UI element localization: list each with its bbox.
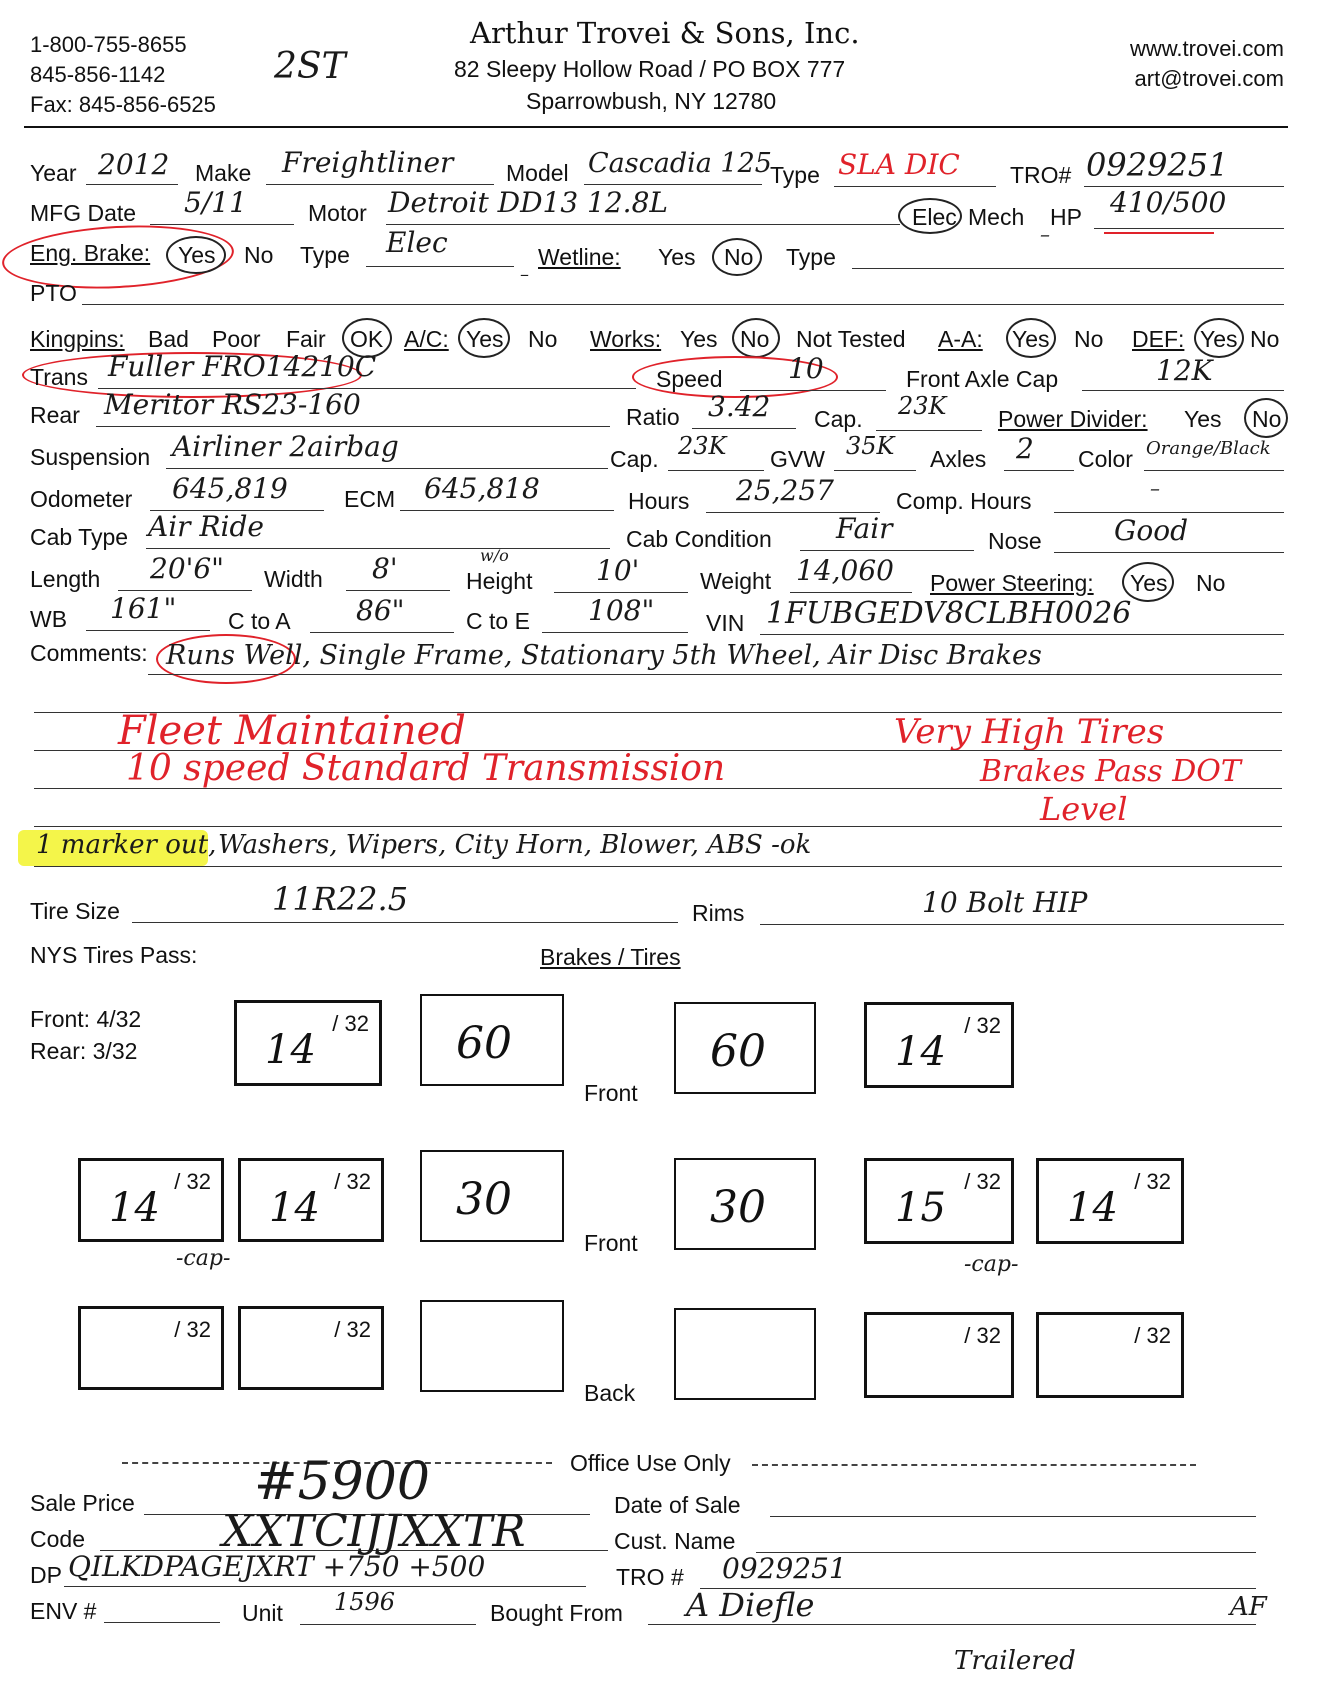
per-32-label: / 32 — [174, 1169, 211, 1194]
label-front-axle-cap: Front Axle Cap — [906, 366, 1059, 392]
field-make[interactable] — [266, 184, 494, 185]
label-wetline-type: Type — [786, 244, 836, 270]
option-power-steering-yes[interactable]: Yes — [1130, 570, 1168, 596]
tire-value: 14 — [109, 1185, 160, 1231]
option-def-no[interactable]: No — [1250, 326, 1280, 352]
tire-box-rear1-outer-right[interactable] — [1036, 1158, 1184, 1244]
wetline-no-circle — [712, 238, 762, 276]
per-32-label: / 32 — [964, 1169, 1001, 1194]
label-sale-price: Sale Price — [30, 1490, 135, 1516]
label-ecm: ECM — [344, 486, 396, 512]
value-comment-2: Fleet Maintained — [118, 708, 466, 754]
value-comment-5: Brakes Pass DOT — [980, 754, 1241, 789]
label-comp-hours: Comp. Hours — [896, 488, 1032, 514]
aa-yes-circle — [1006, 318, 1056, 358]
field-model[interactable] — [584, 184, 762, 185]
field-tire-size[interactable] — [132, 922, 678, 923]
tire-box-rear2-outer-left[interactable] — [78, 1306, 224, 1390]
brake-box-rear1-right[interactable] — [674, 1158, 816, 1250]
value-suspension: Airliner 2airbag — [172, 430, 399, 463]
tire-value: 14 — [1067, 1185, 1118, 1231]
value-hp: 410/500 — [1110, 186, 1227, 219]
brake-box-front-right[interactable] — [674, 1002, 816, 1094]
value-tire-size: 11R22.5 — [272, 880, 409, 918]
value-wetline-dash: – — [520, 264, 529, 285]
brake-box-front-left[interactable] — [420, 994, 564, 1086]
value-comment-6: Level — [1040, 790, 1128, 828]
label-bought-from: Bought From — [490, 1600, 623, 1626]
handwritten-note: 2ST — [274, 46, 346, 87]
value-type: SLA DIC — [838, 148, 960, 181]
option-power-steering-no[interactable]: No — [1196, 570, 1226, 596]
eng-brake-yes-circle — [166, 236, 226, 274]
label-hp: HP — [1050, 204, 1082, 230]
label-length: Length — [30, 566, 101, 592]
label-hours: Hours — [628, 488, 690, 514]
option-kingpins-ok[interactable]: OK — [350, 326, 384, 352]
per-32-label: / 32 — [964, 1323, 1001, 1348]
option-ac-no[interactable]: No — [528, 326, 558, 352]
field-color[interactable] — [1144, 470, 1284, 471]
label-mech: Mech — [968, 204, 1025, 230]
value-nose: Good — [1114, 514, 1189, 547]
field-weight[interactable] — [790, 592, 912, 593]
label-trans: Trans — [30, 364, 88, 390]
field-wetline-type[interactable] — [852, 268, 1284, 269]
field-hp[interactable] — [1094, 228, 1284, 229]
option-eng-brake-yes[interactable]: Yes — [178, 242, 216, 268]
label-power-steering: Power Steering: — [930, 570, 1094, 596]
value-hours: 25,257 — [736, 474, 834, 507]
value-susp-cap: 23K — [678, 432, 727, 460]
value-height-note: w/o — [480, 546, 509, 565]
label-cab-type: Cab Type — [30, 524, 129, 550]
value-comment-1: Runs Well, Single Frame, Stationary 5th Wheel, Air Disc Brakes — [166, 640, 1042, 671]
label-suspension: Suspension — [30, 444, 151, 470]
label-width: Width — [264, 566, 323, 592]
value-ecm: 645,818 — [424, 472, 540, 505]
label-speed: Speed — [656, 366, 723, 392]
label-susp-cap: Cap. — [610, 446, 659, 472]
label-cust-name: Cust. Name — [614, 1528, 736, 1554]
value-cab-condition: Fair — [836, 512, 893, 545]
label-power-divider: Power Divider: — [998, 406, 1148, 432]
value-speed: 10 — [788, 352, 824, 385]
value-make: Freightliner — [282, 146, 454, 179]
fax-number: Fax: 845-856-6525 — [30, 92, 216, 117]
label-wb: WB — [30, 606, 68, 632]
field-width[interactable] — [346, 590, 450, 591]
hp-red-underline — [1104, 232, 1214, 234]
field-rear-cap[interactable] — [876, 430, 982, 431]
tire-value: 14 — [265, 1027, 316, 1073]
label-weight: Weight — [700, 568, 772, 594]
label-type: Type — [770, 162, 820, 188]
label-aa: A-A: — [938, 326, 983, 352]
option-works-no[interactable]: No — [740, 326, 770, 352]
option-kingpins-poor[interactable]: Poor — [212, 326, 261, 352]
value-length: 20'6" — [150, 552, 225, 585]
value-comment-4: 10 speed Standard Transmission — [126, 748, 726, 789]
label-rims: Rims — [692, 900, 745, 926]
value-width: 8' — [372, 552, 398, 585]
ac-yes-circle — [458, 318, 510, 358]
field-dp[interactable] — [64, 1586, 586, 1587]
per-32-label: / 32 — [334, 1169, 371, 1194]
tire-box-rear2-inner-left[interactable] — [238, 1306, 384, 1390]
option-works-yes[interactable]: Yes — [680, 326, 718, 352]
value-gvw: 35K — [846, 432, 895, 460]
field-vin[interactable] — [760, 634, 1284, 635]
cap-note-right: -cap- — [964, 1252, 1019, 1277]
value-vin: 1FUBGEDV8CLBH0026 — [766, 596, 1132, 631]
per-32-label: / 32 — [332, 1011, 369, 1036]
value-rims: 10 Bolt HIP — [922, 886, 1088, 919]
tire-box-rear1-inner-left[interactable] — [238, 1158, 384, 1242]
value-ratio: 3.42 — [708, 390, 771, 423]
option-wetline-no[interactable]: No — [724, 244, 754, 270]
label-elec: Elec — [912, 204, 957, 230]
tire-box-rear2-inner-right[interactable] — [864, 1312, 1014, 1398]
phone-2: 845-856-1142 — [30, 62, 166, 87]
value-bought-from: A Diefle — [686, 1586, 815, 1624]
label-brakes-tires: Brakes / Tires — [540, 944, 681, 970]
def-yes-circle — [1194, 318, 1244, 358]
option-wetline-yes[interactable]: Yes — [658, 244, 696, 270]
label-code: Code — [30, 1526, 85, 1552]
brake-value: 60 — [456, 1018, 512, 1069]
label-def: DEF: — [1132, 326, 1185, 352]
value-comp-hours: – — [1150, 476, 1160, 500]
header-divider — [24, 126, 1288, 128]
value-front-axle-cap: 12K — [1156, 354, 1213, 387]
label-vin: VIN — [706, 610, 745, 636]
elec-selected-circle — [898, 198, 962, 234]
tire-value: 15 — [895, 1185, 946, 1231]
field-date-of-sale[interactable] — [770, 1516, 1256, 1517]
value-dp: QILKDPAGEJXRT +750 +500 — [68, 1550, 486, 1583]
power-divider-no-circle — [1244, 398, 1288, 438]
value-code: XXTCIJJXXTR — [222, 1506, 526, 1557]
value-comment-7: Washers, Wipers, City Horn, Blower, ABS -ok — [218, 830, 812, 860]
value-wb: 161" — [110, 592, 177, 625]
label-tro-office: TRO # — [616, 1564, 684, 1590]
value-motor: Detroit DD13 12.8L — [388, 186, 668, 219]
value-trans: Fuller FRO14210C — [108, 350, 377, 383]
field-gvw[interactable] — [834, 470, 916, 471]
option-works-not-tested[interactable]: Not Tested — [796, 326, 906, 352]
label-rear-cap: Cap. — [814, 406, 863, 432]
label-pto: PTO — [30, 280, 77, 306]
value-comment-7-highlight: 1 marker out, — [36, 830, 217, 860]
label-front-pass: Front: 4/32 — [30, 1006, 142, 1032]
value-year: 2012 — [98, 148, 170, 181]
label-tire-size: Tire Size — [30, 898, 120, 924]
field-unit[interactable] — [300, 1624, 476, 1625]
label-nys-tires: NYS Tires Pass: — [30, 942, 198, 968]
label-back-axle: Back — [584, 1380, 636, 1406]
label-unit: Unit — [242, 1600, 283, 1626]
company-website[interactable]: www.trovei.com — [1129, 36, 1284, 61]
field-ratio[interactable] — [692, 428, 796, 429]
label-rear-pass: Rear: 3/32 — [30, 1038, 138, 1064]
brake-value: 30 — [456, 1174, 512, 1225]
label-front-axle-1: Front — [584, 1080, 638, 1106]
tire-box-rear2-outer-right[interactable] — [1036, 1312, 1184, 1398]
field-brake-type[interactable] — [366, 266, 514, 267]
value-sale-price: #5900 — [254, 1452, 430, 1512]
value-height: 10' — [596, 554, 640, 587]
tire-value: 14 — [269, 1185, 320, 1231]
field-susp-cap[interactable] — [668, 470, 764, 471]
comment-line-6[interactable] — [34, 866, 1282, 867]
field-axles[interactable] — [1004, 470, 1074, 471]
value-rear-cap: 23K — [898, 392, 947, 420]
field-motor[interactable] — [386, 224, 900, 225]
value-initials: AF — [1230, 1592, 1267, 1622]
label-year: Year — [30, 160, 77, 186]
value-rear: Meritor RS23-160 — [104, 388, 361, 421]
field-c-to-a[interactable] — [310, 632, 454, 633]
label-height: Height — [466, 568, 533, 594]
label-ratio: Ratio — [626, 404, 680, 430]
field-front-axle-cap[interactable] — [1082, 390, 1284, 391]
field-nose[interactable] — [1054, 552, 1284, 553]
label-kingpins: Kingpins: — [30, 326, 125, 352]
per-32-label: / 32 — [1134, 1169, 1171, 1194]
label-brake-type: Type — [300, 242, 350, 268]
field-c-to-e[interactable] — [542, 632, 688, 633]
label-eng-brake: Eng. Brake: — [30, 240, 151, 266]
label-rear: Rear — [30, 402, 80, 428]
option-power-divider-yes[interactable]: Yes — [1184, 406, 1222, 432]
label-tro: TRO# — [1010, 162, 1072, 188]
label-odometer: Odometer — [30, 486, 133, 512]
field-suspension[interactable] — [166, 468, 608, 469]
option-aa-no[interactable]: No — [1074, 326, 1104, 352]
tire-box-rear1-outer-left[interactable] — [78, 1158, 224, 1242]
option-ac-yes[interactable]: Yes — [466, 326, 504, 352]
brake-box-rear2-right[interactable] — [674, 1308, 816, 1400]
brake-box-rear2-left[interactable] — [420, 1300, 564, 1392]
company-name: Arthur Trovei & Sons, Inc. — [470, 16, 860, 50]
label-motor: Motor — [308, 200, 367, 226]
per-32-label: / 32 — [1134, 1323, 1171, 1348]
label-front-axle-2: Front — [584, 1230, 638, 1256]
field-comp-hours[interactable] — [1054, 512, 1284, 513]
field-rear[interactable] — [96, 426, 610, 427]
option-kingpins-bad[interactable]: Bad — [148, 326, 189, 352]
value-trailered: Trailered — [954, 1646, 1076, 1676]
company-email[interactable]: art@trovei.com — [1134, 66, 1284, 91]
label-ac: A/C: — [404, 326, 449, 352]
label-nose: Nose — [988, 528, 1042, 554]
value-hp-dash: – — [1040, 222, 1050, 246]
value-odometer: 645,819 — [172, 472, 288, 505]
per-32-label: / 32 — [964, 1013, 1001, 1038]
value-axles: 2 — [1016, 432, 1034, 465]
field-year[interactable] — [86, 184, 178, 185]
office-divider-right — [752, 1464, 1196, 1466]
value-weight: 14,060 — [796, 554, 894, 587]
label-model: Model — [506, 160, 569, 186]
label-works: Works: — [590, 326, 662, 352]
value-comment-3: Very High Tires — [894, 712, 1165, 752]
comment-line-4[interactable] — [34, 788, 1282, 789]
tire-value: 14 — [895, 1029, 946, 1075]
label-env: ENV # — [30, 1598, 97, 1624]
option-eng-brake-no[interactable]: No — [244, 242, 274, 268]
brake-box-rear1-left[interactable] — [420, 1150, 564, 1242]
value-mfg-date: 5/11 — [184, 186, 247, 219]
option-power-divider-no[interactable]: No — [1252, 406, 1282, 432]
comment-line-5[interactable] — [34, 826, 1282, 827]
tire-box-rear1-inner-right[interactable] — [864, 1158, 1014, 1244]
phone-1: 1-800-755-8655 — [30, 32, 187, 57]
field-pto[interactable] — [82, 304, 1284, 305]
per-32-label: / 32 — [334, 1317, 371, 1342]
field-cab-condition[interactable] — [800, 550, 974, 551]
value-model: Cascadia 125 — [588, 148, 772, 179]
label-mfg-date: MFG Date — [30, 200, 137, 226]
value-cab-type: Air Ride — [148, 510, 264, 543]
value-tro: 0929251 — [1086, 146, 1229, 184]
label-cab-condition: Cab Condition — [626, 526, 772, 552]
value-c-to-a: 86" — [356, 594, 405, 627]
field-height[interactable] — [554, 592, 688, 593]
brake-value: 60 — [710, 1026, 766, 1077]
option-aa-yes[interactable]: Yes — [1012, 326, 1050, 352]
value-tro-office: 0929251 — [722, 1552, 847, 1585]
option-kingpins-fair[interactable]: Fair — [286, 326, 326, 352]
label-gvw: GVW — [770, 446, 825, 472]
field-rims[interactable] — [760, 924, 1284, 925]
value-c-to-e: 108" — [588, 594, 655, 627]
label-office-use-only: Office Use Only — [570, 1450, 731, 1476]
field-env[interactable] — [104, 1622, 220, 1623]
cap-note-left: -cap- — [176, 1246, 231, 1271]
field-length[interactable] — [118, 590, 252, 591]
label-date-of-sale: Date of Sale — [614, 1492, 741, 1518]
field-cab-type[interactable] — [146, 548, 610, 549]
brake-value: 30 — [710, 1182, 766, 1233]
field-type[interactable] — [834, 186, 996, 187]
field-ecm[interactable] — [400, 510, 614, 511]
company-address-2: Sparrowbush, NY 12780 — [526, 88, 777, 114]
comment-line-1[interactable] — [148, 674, 1282, 675]
label-c-to-e: C to E — [466, 608, 530, 634]
label-wetline: Wetline: — [538, 244, 621, 270]
label-comments: Comments: — [30, 640, 148, 666]
value-unit: 1596 — [334, 1588, 396, 1616]
label-color: Color — [1078, 446, 1133, 472]
per-32-label: / 32 — [174, 1317, 211, 1342]
label-c-to-a: C to A — [228, 608, 291, 634]
label-dp: DP — [30, 1562, 62, 1588]
works-no-circle — [732, 318, 780, 358]
value-brake-type: Elec — [386, 226, 448, 259]
label-make: Make — [195, 160, 252, 186]
field-mfg-date[interactable] — [150, 224, 294, 225]
value-color: Orange/Black — [1146, 438, 1271, 459]
tire-box-front-right[interactable] — [864, 1002, 1014, 1088]
label-axles: Axles — [930, 446, 987, 472]
option-def-yes[interactable]: Yes — [1200, 326, 1238, 352]
company-address-1: 82 Sleepy Hollow Road / PO BOX 777 — [454, 56, 846, 82]
field-bought-from[interactable] — [648, 1624, 1256, 1625]
field-wb[interactable] — [86, 630, 210, 631]
tire-box-front-left[interactable] — [234, 1000, 382, 1086]
